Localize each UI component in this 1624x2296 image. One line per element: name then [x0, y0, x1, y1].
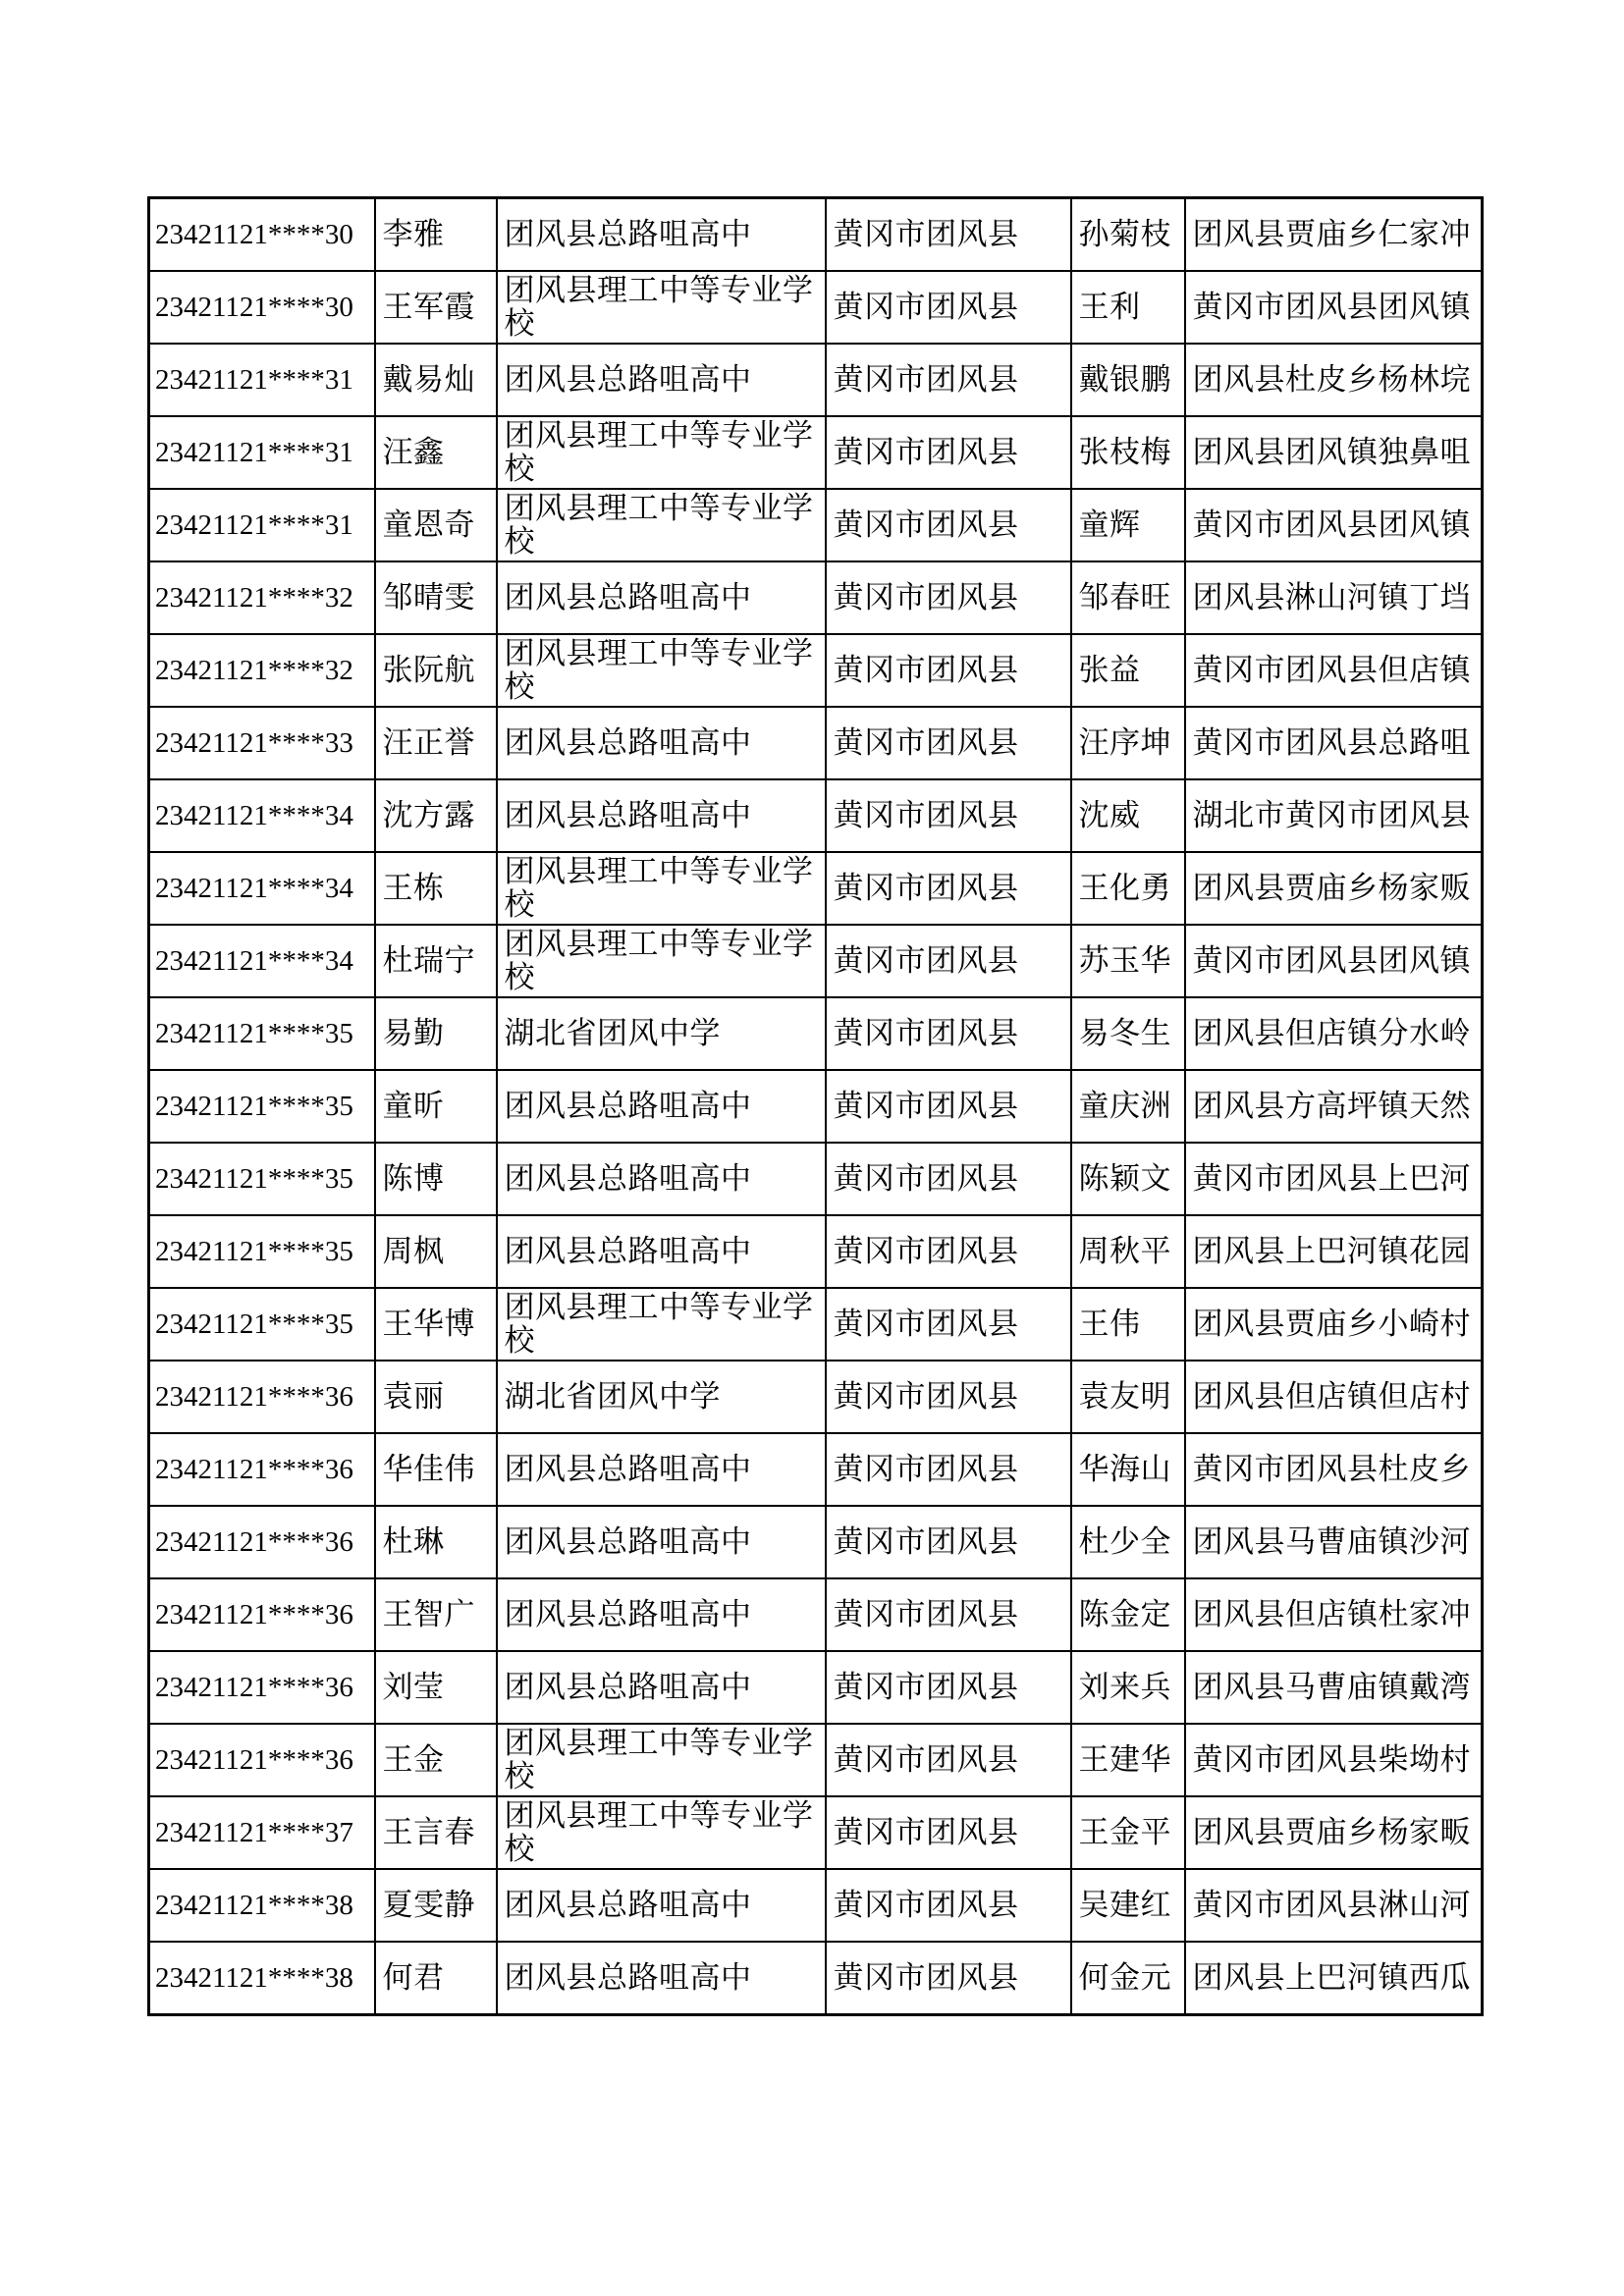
school-cell: 团风县理工中等专业学校: [497, 416, 826, 489]
guardian-name-cell: 华海山: [1071, 1433, 1185, 1506]
school-cell: 团风县总路咀高中: [497, 1506, 826, 1578]
table-row: [149, 1070, 1483, 1143]
guardian-name-cell: 王金平: [1071, 1796, 1185, 1869]
school-cell: 团风县总路咀高中: [497, 344, 826, 416]
id-cell: 23421121****35: [149, 1288, 375, 1361]
school-cell: 团风县总路咀高中: [497, 707, 826, 779]
school-cell: 团风县理工中等专业学校: [497, 271, 826, 344]
address-cell: 团风县马曹庙镇戴湾: [1185, 1651, 1483, 1724]
school-cell: 团风县总路咀高中: [497, 1070, 826, 1143]
region-cell: 黄冈市团风县: [826, 779, 1071, 852]
id-cell: 23421121****38: [149, 1942, 375, 2015]
region-cell: 黄冈市团风县: [826, 198, 1071, 272]
table-row: [149, 1942, 1483, 2015]
table-row: [149, 779, 1483, 852]
region-cell: 黄冈市团风县: [826, 1796, 1071, 1869]
address-cell: 黄冈市团风县淋山河: [1185, 1869, 1483, 1942]
student-name-cell: 王栋: [375, 852, 497, 925]
guardian-name-cell: 王化勇: [1071, 852, 1185, 925]
guardian-name-cell: 汪序坤: [1071, 707, 1185, 779]
school-cell: 团风县理工中等专业学校: [497, 1288, 826, 1361]
guardian-name-cell: 陈金定: [1071, 1578, 1185, 1651]
address-cell: 黄冈市团风县团风镇: [1185, 925, 1483, 997]
school-cell: 团风县理工中等专业学校: [497, 634, 826, 707]
address-cell: 团风县上巴河镇西瓜: [1185, 1942, 1483, 2015]
student-name-cell: 邹晴雯: [375, 561, 497, 634]
student-name-cell: 童昕: [375, 1070, 497, 1143]
school-cell: 团风县总路咀高中: [497, 779, 826, 852]
student-name-cell: 易勤: [375, 997, 497, 1070]
table-row: [149, 416, 1483, 489]
address-cell: 黄冈市团风县但店镇: [1185, 634, 1483, 707]
school-cell: 湖北省团风中学: [497, 1361, 826, 1433]
region-cell: 黄冈市团风县: [826, 1578, 1071, 1651]
address-cell: 黄冈市团风县柴坳村: [1185, 1724, 1483, 1796]
id-cell: 23421121****30: [149, 271, 375, 344]
id-cell: 23421121****35: [149, 1215, 375, 1288]
id-cell: 23421121****35: [149, 1070, 375, 1143]
address-cell: 团风县杜皮乡杨林垸: [1185, 344, 1483, 416]
student-name-cell: 袁丽: [375, 1361, 497, 1433]
school-cell: 团风县理工中等专业学校: [497, 925, 826, 997]
school-cell: 团风县理工中等专业学校: [497, 1796, 826, 1869]
school-cell: 团风县总路咀高中: [497, 1942, 826, 2015]
student-name-cell: 华佳伟: [375, 1433, 497, 1506]
id-cell: 23421121****36: [149, 1361, 375, 1433]
address-cell: 团风县方高坪镇天然: [1185, 1070, 1483, 1143]
table-row: [149, 1869, 1483, 1942]
guardian-name-cell: 苏玉华: [1071, 925, 1185, 997]
school-cell: 团风县总路咀高中: [497, 561, 826, 634]
student-name-cell: 杜瑞宁: [375, 925, 497, 997]
school-cell: 湖北省团风中学: [497, 997, 826, 1070]
table-row: [149, 925, 1483, 997]
region-cell: 黄冈市团风县: [826, 1070, 1071, 1143]
guardian-name-cell: 邹春旺: [1071, 561, 1185, 634]
table-row: [149, 561, 1483, 634]
address-cell: 团风县贾庙乡杨家贩: [1185, 852, 1483, 925]
id-cell: 23421121****30: [149, 198, 375, 272]
table-row: [149, 271, 1483, 344]
id-cell: 23421121****35: [149, 997, 375, 1070]
region-cell: 黄冈市团风县: [826, 1506, 1071, 1578]
id-cell: 23421121****35: [149, 1143, 375, 1215]
school-cell: 团风县总路咀高中: [497, 1433, 826, 1506]
region-cell: 黄冈市团风县: [826, 1143, 1071, 1215]
address-cell: 团风县贾庙乡小崎村: [1185, 1288, 1483, 1361]
region-cell: 黄冈市团风县: [826, 1361, 1071, 1433]
student-name-cell: 夏雯静: [375, 1869, 497, 1942]
guardian-name-cell: 童庆洲: [1071, 1070, 1185, 1143]
region-cell: 黄冈市团风县: [826, 1215, 1071, 1288]
student-name-cell: 王军霞: [375, 271, 497, 344]
student-name-cell: 沈方露: [375, 779, 497, 852]
address-cell: 黄冈市团风县团风镇: [1185, 489, 1483, 561]
table-row: [149, 1578, 1483, 1651]
table-row: [149, 1143, 1483, 1215]
student-name-cell: 陈博: [375, 1143, 497, 1215]
school-cell: 团风县总路咀高中: [497, 1143, 826, 1215]
student-name-cell: 王智广: [375, 1578, 497, 1651]
region-cell: 黄冈市团风县: [826, 1942, 1071, 2015]
address-cell: 团风县但店镇但店村: [1185, 1361, 1483, 1433]
guardian-name-cell: 周秋平: [1071, 1215, 1185, 1288]
student-name-cell: 王华博: [375, 1288, 497, 1361]
guardian-name-cell: 何金元: [1071, 1942, 1185, 2015]
region-cell: 黄冈市团风县: [826, 1433, 1071, 1506]
id-cell: 23421121****31: [149, 489, 375, 561]
table-row: [149, 198, 1483, 272]
address-cell: 湖北市黄冈市团风县: [1185, 779, 1483, 852]
guardian-name-cell: 陈颖文: [1071, 1143, 1185, 1215]
school-cell: 团风县理工中等专业学校: [497, 852, 826, 925]
id-cell: 23421121****37: [149, 1796, 375, 1869]
region-cell: 黄冈市团风县: [826, 1724, 1071, 1796]
guardian-name-cell: 戴银鹏: [1071, 344, 1185, 416]
school-cell: 团风县总路咀高中: [497, 1869, 826, 1942]
guardian-name-cell: 沈威: [1071, 779, 1185, 852]
table-row: [149, 997, 1483, 1070]
school-cell: 团风县总路咀高中: [497, 1578, 826, 1651]
region-cell: 黄冈市团风县: [826, 707, 1071, 779]
region-cell: 黄冈市团风县: [826, 852, 1071, 925]
region-cell: 黄冈市团风县: [826, 344, 1071, 416]
table-row: [149, 1796, 1483, 1869]
guardian-name-cell: 刘来兵: [1071, 1651, 1185, 1724]
table-row: [149, 1433, 1483, 1506]
guardian-name-cell: 袁友明: [1071, 1361, 1185, 1433]
student-name-cell: 何君: [375, 1942, 497, 2015]
region-cell: 黄冈市团风县: [826, 634, 1071, 707]
guardian-name-cell: 张枝梅: [1071, 416, 1185, 489]
region-cell: 黄冈市团风县: [826, 489, 1071, 561]
id-cell: 23421121****31: [149, 416, 375, 489]
region-cell: 黄冈市团风县: [826, 997, 1071, 1070]
record-table: [147, 196, 1484, 2016]
region-cell: 黄冈市团风县: [826, 561, 1071, 634]
region-cell: 黄冈市团风县: [826, 1288, 1071, 1361]
address-cell: 团风县团风镇独鼻咀: [1185, 416, 1483, 489]
school-cell: 团风县总路咀高中: [497, 198, 826, 272]
table-row: [149, 1361, 1483, 1433]
id-cell: 23421121****34: [149, 779, 375, 852]
region-cell: 黄冈市团风县: [826, 925, 1071, 997]
table-row: [149, 1651, 1483, 1724]
table-row: [149, 1215, 1483, 1288]
student-name-cell: 刘莹: [375, 1651, 497, 1724]
table-row: [149, 1506, 1483, 1578]
region-cell: 黄冈市团风县: [826, 1869, 1071, 1942]
student-name-cell: 张阮航: [375, 634, 497, 707]
id-cell: 23421121****31: [149, 344, 375, 416]
id-cell: 23421121****34: [149, 925, 375, 997]
address-cell: 黄冈市团风县上巴河: [1185, 1143, 1483, 1215]
id-cell: 23421121****36: [149, 1433, 375, 1506]
id-cell: 23421121****36: [149, 1578, 375, 1651]
student-name-cell: 汪正誉: [375, 707, 497, 779]
school-cell: 团风县总路咀高中: [497, 1651, 826, 1724]
student-name-cell: 王金: [375, 1724, 497, 1796]
guardian-name-cell: 张益: [1071, 634, 1185, 707]
address-cell: 团风县贾庙乡杨家畈: [1185, 1796, 1483, 1869]
address-cell: 团风县马曹庙镇沙河: [1185, 1506, 1483, 1578]
region-cell: 黄冈市团风县: [826, 271, 1071, 344]
address-cell: 团风县但店镇杜家冲: [1185, 1578, 1483, 1651]
student-name-cell: 杜琳: [375, 1506, 497, 1578]
record-table-body: [149, 198, 1483, 2015]
student-name-cell: 戴易灿: [375, 344, 497, 416]
school-cell: 团风县总路咀高中: [497, 1215, 826, 1288]
address-cell: 黄冈市团风县总路咀: [1185, 707, 1483, 779]
guardian-name-cell: 易冬生: [1071, 997, 1185, 1070]
id-cell: 23421121****33: [149, 707, 375, 779]
school-cell: 团风县理工中等专业学校: [497, 1724, 826, 1796]
region-cell: 黄冈市团风县: [826, 1651, 1071, 1724]
table-row: [149, 344, 1483, 416]
student-name-cell: 汪鑫: [375, 416, 497, 489]
address-cell: 黄冈市团风县杜皮乡: [1185, 1433, 1483, 1506]
guardian-name-cell: 吴建红: [1071, 1869, 1185, 1942]
id-cell: 23421121****36: [149, 1651, 375, 1724]
student-name-cell: 李雅: [375, 198, 497, 272]
address-cell: 团风县贾庙乡仁家冲: [1185, 198, 1483, 272]
address-cell: 团风县上巴河镇花园: [1185, 1215, 1483, 1288]
address-cell: 黄冈市团风县团风镇: [1185, 271, 1483, 344]
region-cell: 黄冈市团风县: [826, 416, 1071, 489]
address-cell: 团风县淋山河镇丁垱: [1185, 561, 1483, 634]
guardian-name-cell: 杜少全: [1071, 1506, 1185, 1578]
table-row: [149, 852, 1483, 925]
guardian-name-cell: 孙菊枝: [1071, 198, 1185, 272]
address-cell: 团风县但店镇分水岭: [1185, 997, 1483, 1070]
guardian-name-cell: 王建华: [1071, 1724, 1185, 1796]
guardian-name-cell: 王伟: [1071, 1288, 1185, 1361]
school-cell: 团风县理工中等专业学校: [497, 489, 826, 561]
id-cell: 23421121****32: [149, 561, 375, 634]
table-row: [149, 1724, 1483, 1796]
id-cell: 23421121****36: [149, 1724, 375, 1796]
guardian-name-cell: 童辉: [1071, 489, 1185, 561]
student-name-cell: 周枫: [375, 1215, 497, 1288]
table-row: [149, 1288, 1483, 1361]
student-name-cell: 童恩奇: [375, 489, 497, 561]
id-cell: 23421121****38: [149, 1869, 375, 1942]
id-cell: 23421121****32: [149, 634, 375, 707]
table-row: [149, 707, 1483, 779]
table-row: [149, 489, 1483, 561]
guardian-name-cell: 王利: [1071, 271, 1185, 344]
student-name-cell: 王言春: [375, 1796, 497, 1869]
table-row: [149, 634, 1483, 707]
id-cell: 23421121****36: [149, 1506, 375, 1578]
id-cell: 23421121****34: [149, 852, 375, 925]
